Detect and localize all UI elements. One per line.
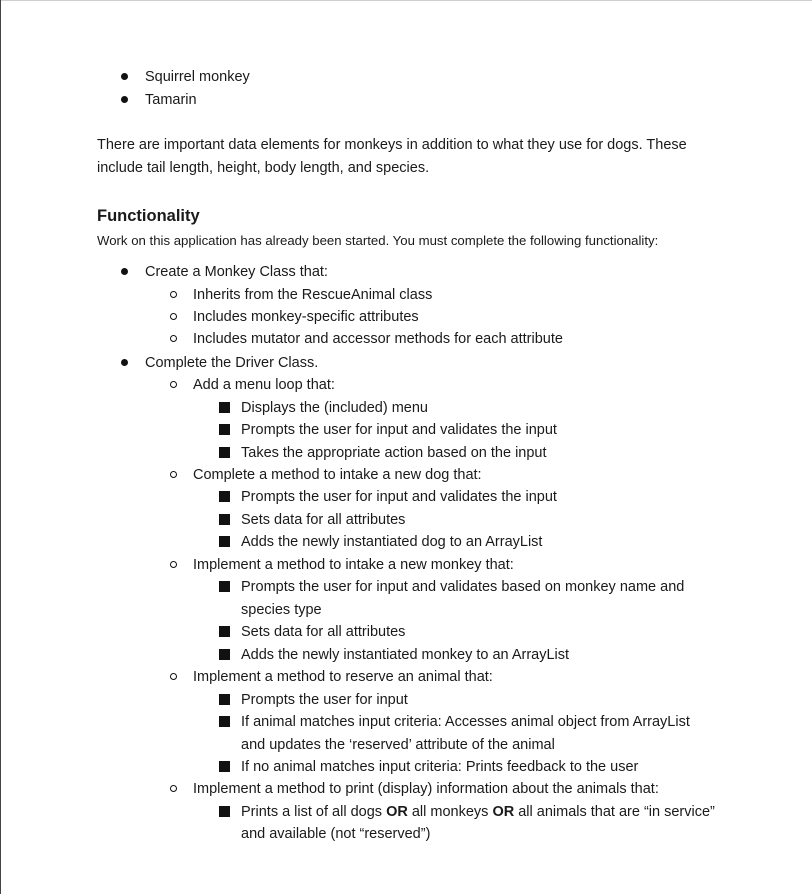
- item-menu-action: Takes the appropriate action based on the input: [241, 445, 547, 461]
- bullet-square: [219, 581, 230, 592]
- item-monkey-intake-sets-data: Sets data for all attributes: [241, 624, 406, 640]
- intro-paragraph-line1: There are important data elements for monkeys in addition to what they use for dogs. These: [97, 137, 687, 153]
- bullet-square: [219, 806, 230, 817]
- bullet-ring: [170, 561, 177, 568]
- bullet-ring: [170, 335, 177, 342]
- intro-paragraph-line2: include tail length, height, body length, and species.: [97, 160, 430, 176]
- bullet-square: [219, 649, 230, 660]
- item-menu-loop: Add a menu loop that:: [193, 377, 335, 393]
- bullet-square: [219, 491, 230, 502]
- bullet-square: [219, 424, 230, 435]
- item-menu-prompts: Prompts the user for input and validates the input: [241, 422, 557, 438]
- item-monkey-intake-prompts: Prompts the user for input and validates based on monkey name and: [241, 579, 685, 595]
- bullet-ring: [170, 673, 177, 680]
- section-heading: Functionality: [97, 207, 200, 225]
- print-or-2: OR: [492, 804, 515, 820]
- item-reserve-prompts: Prompts the user for input: [241, 692, 408, 708]
- item-monkey-class: Create a Monkey Class that:: [145, 264, 328, 280]
- bullet-square: [219, 716, 230, 727]
- item-dog-sets-data: Sets data for all attributes: [241, 512, 406, 528]
- bullet-dot: [121, 359, 128, 366]
- bullet-ring: [170, 313, 177, 320]
- bullet-square: [219, 694, 230, 705]
- bullet-square: [219, 761, 230, 772]
- bullet-square: [219, 447, 230, 458]
- bullet-ring: [170, 471, 177, 478]
- print-text-part2: all monkeys: [407, 804, 493, 820]
- item-intake-dog: Complete a method to intake a new dog that:: [193, 467, 482, 483]
- item-menu-display: Displays the (included) menu: [241, 400, 428, 416]
- item-reserve-matches-cont: and updates the ‘reserved’ attribute of the animal: [241, 737, 555, 753]
- bullet-square: [219, 536, 230, 547]
- bullet-dot: [121, 268, 128, 275]
- print-or-1: OR: [386, 804, 408, 820]
- item-reserve-matches: If animal matches input criteria: Accesses animal object from ArrayList: [241, 714, 690, 730]
- item-print-list-cont: and available (not “reserved”): [241, 826, 431, 842]
- item-monkey-attributes: Includes monkey-specific attributes: [193, 309, 419, 325]
- bullet-dot: [121, 73, 128, 80]
- item-monkey-methods: Includes mutator and accessor methods for each attribute: [193, 331, 563, 347]
- item-monkey-intake-prompts-cont: species type: [241, 602, 322, 618]
- item-intake-monkey: Implement a method to intake a new monkey that:: [193, 557, 514, 573]
- bullet-dot: [121, 96, 128, 103]
- section-description: Work on this application has already been started. You must complete the following functionality:: [97, 233, 659, 248]
- item-reserve-no-match: If no animal matches input criteria: Prints feedback to the user: [241, 759, 639, 775]
- bullet-square: [219, 514, 230, 525]
- bullet-ring: [170, 381, 177, 388]
- item-print: Implement a method to print (display) information about the animals that:: [193, 781, 659, 797]
- bullet-square: [219, 402, 230, 413]
- item-dog-prompts: Prompts the user for input and validates the input: [241, 489, 557, 505]
- item-driver-class: Complete the Driver Class.: [145, 355, 319, 371]
- print-text-part1: Prints a list of all dogs: [241, 804, 387, 820]
- bullet-ring: [170, 291, 177, 298]
- item-reserve: Implement a method to reserve an animal that:: [193, 669, 493, 685]
- item-monkey-inherits: Inherits from the RescueAnimal class: [193, 287, 433, 303]
- print-text-part3: all animals that are “in service”: [514, 804, 715, 820]
- list-item-squirrel-monkey: Squirrel monkey: [145, 69, 250, 85]
- item-dog-adds: Adds the newly instantiated dog to an ArrayList: [241, 534, 543, 550]
- item-print-list: [241, 801, 715, 823]
- bullet-square: [219, 626, 230, 637]
- bullet-ring: [170, 785, 177, 792]
- item-monkey-intake-adds: Adds the newly instantiated monkey to an ArrayList: [241, 647, 570, 663]
- list-item-tamarin: Tamarin: [145, 92, 197, 108]
